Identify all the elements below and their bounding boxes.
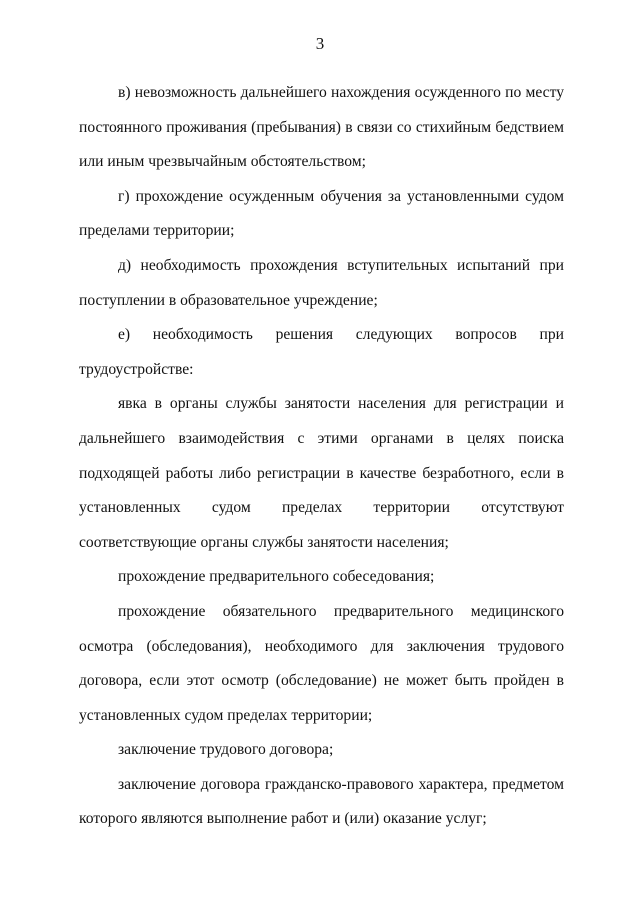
document-body — [79, 76, 564, 837]
paragraph-civil-contract: заключение договора гражданско-правового характера, предметом которого являются выполнение работ и (или) оказание услуг; — [79, 775, 564, 828]
paragraph-medical-exam: прохождение обязательного предварительного медицинского осмотра (обследования), необходимого для заключения трудового договора, если этот осмотр (обследование) не может быть пройден в установленных судом пределах территории; — [79, 602, 564, 724]
paragraph-preliminary-interview: прохождение предварительного собеседования; — [118, 568, 435, 586]
paragraph-employment-office: явка в органы службы занятости населения для регистрации и дальнейшего взаимодействия с этими органами в целях поиска подходящей работы либо регистрации в качестве безработного, если в установленных судом пределах территории отсутствуют соответствующие органы службы занятости населения; — [79, 395, 564, 551]
paragraph-v: в) невозможность дальнейшего нахождения осужденного по месту постоянного проживания (пребывания) в связи со стихийным бедствием или иным чрезвычайным обстоятельством; — [79, 84, 564, 171]
paragraph-labor-contract: заключение трудового договора; — [118, 741, 334, 759]
paragraph-e: е) необходимость решения следующих вопросов при трудоустройстве: — [79, 326, 564, 378]
page-number: 3 — [315, 34, 325, 53]
paragraph-g: г) прохождение осужденным обучения за установленными судом пределами территории; — [79, 187, 564, 240]
paragraph-d: д) необходимость прохождения вступительных испытаний при поступлении в образовательное учреждение; — [79, 256, 564, 309]
